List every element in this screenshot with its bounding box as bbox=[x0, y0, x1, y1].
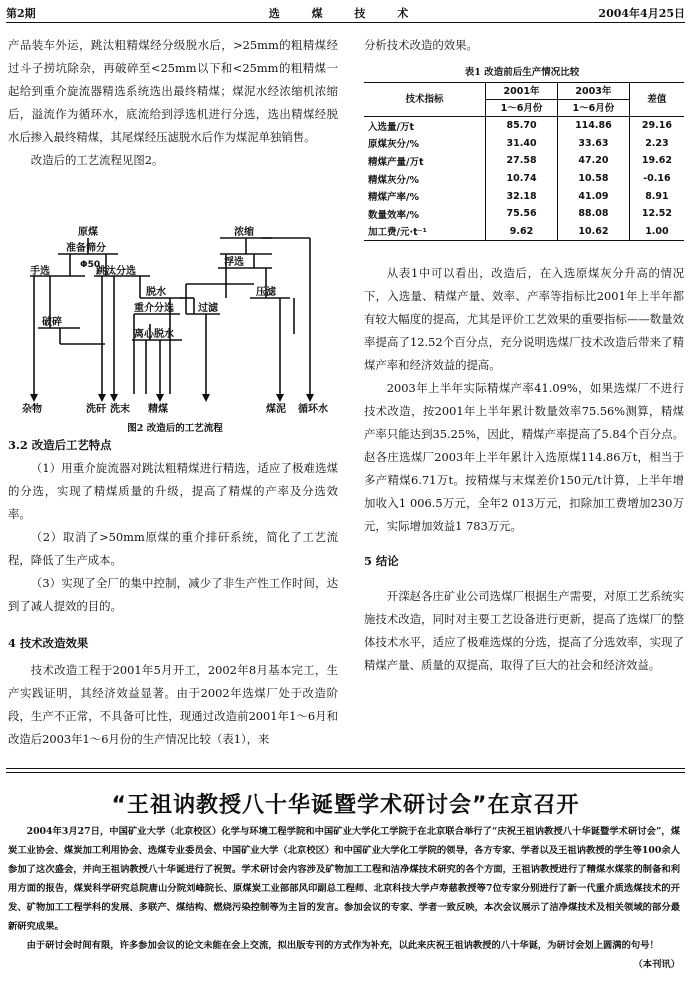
table-row bbox=[364, 117, 684, 135]
news-body bbox=[8, 822, 680, 974]
table-cell: 47.20 bbox=[557, 152, 629, 170]
table-cell: 10.62 bbox=[557, 223, 629, 241]
diagram-node-centrifuge: 离心脱水 bbox=[134, 329, 174, 340]
table-header: 技术指标 bbox=[364, 83, 486, 117]
diagram-output-tailings: 洗矸 bbox=[86, 404, 106, 414]
diagram-output-rejects: 杂物 bbox=[22, 404, 42, 414]
table-cell: 19.62 bbox=[629, 152, 684, 170]
list-item: （2）取消了>50mm原煤的重介排矸系统，简化了工艺流程，降低了生产成本。 bbox=[8, 530, 338, 567]
paragraph: 2003年上半年实际精煤产率41.09%，如果选煤厂不进行技术改造，按2001年上半年累计数量效率75.56%测算，精煤产率只能达到35.25%，因此，精煤产率提高了5.84个百分点。赵各庄选煤厂2003年上半年累计入选原煤114.86万t，相当于多产精煤6.71万t。按精煤与末煤差价150元/t计算，上半年增加收入1 006.5万元，全年2 013万元，扣除加工费增加230万元，实际增加效益1 783万元。 bbox=[364, 381, 684, 533]
table-cell: 10.74 bbox=[486, 170, 558, 188]
news-title: “王祖讷教授八十华诞暨学术研讨会”在京召开 bbox=[111, 793, 580, 818]
table-cell: 1.00 bbox=[629, 223, 684, 241]
left-column-bottom bbox=[8, 434, 338, 751]
right-column-body bbox=[364, 262, 684, 677]
paragraph: 技术改造工程于2001年5月开工，2002年8月基本完工，生产实践证明，其经济效益显著。由于2002年选煤厂处于改造阶段，生产不正常，不具备可比性，现通过改造前2001年1～6月和改造后2003年1～6月份的生产情况比较（表1），来 bbox=[8, 663, 338, 746]
diagram-node-jig: 跳汰分选 bbox=[96, 266, 136, 277]
table-subheader: 1～6月份 bbox=[486, 100, 558, 117]
comparison-table bbox=[364, 82, 684, 241]
news-rule-top-thin bbox=[6, 772, 685, 773]
table-cell: 精煤产率/% bbox=[368, 192, 419, 204]
table-cell: 31.40 bbox=[486, 135, 558, 153]
diagram-node-press-filter: 压滤 bbox=[256, 287, 276, 298]
diagram-node-raw-coal: 原煤 bbox=[78, 227, 98, 238]
diagram-node-filter: 过滤 bbox=[198, 303, 218, 314]
table-row bbox=[364, 223, 684, 241]
table-cell: 精煤产量/万t bbox=[368, 156, 424, 168]
table-cell: 33.63 bbox=[557, 135, 629, 153]
table-caption: 表1 改造前后生产情况比较 bbox=[464, 67, 580, 78]
process-flow-diagram bbox=[10, 224, 340, 414]
diagram-node-heavy-separation: 重介分选 bbox=[134, 303, 174, 314]
news-rule-top bbox=[6, 768, 685, 769]
table-cell: 9.62 bbox=[486, 223, 558, 241]
table-cell: 41.09 bbox=[557, 187, 629, 205]
news-paragraph bbox=[8, 936, 680, 970]
table-cell: 精煤灰分/% bbox=[368, 174, 419, 186]
issue-date: 2004年4月25日 bbox=[598, 7, 685, 20]
table-cell: 12.52 bbox=[629, 205, 684, 223]
table-cell: 数量效率/% bbox=[368, 209, 419, 221]
issue-number: 第2期 bbox=[6, 7, 36, 20]
table-cell: 75.56 bbox=[486, 205, 558, 223]
list-item: （1）用重介旋流器对跳汰粗精煤进行精选，适应了极难选煤的分选，实现了精煤质量的升级，提高了精煤的产率及分选效率。 bbox=[8, 461, 338, 521]
list-item: （3）实现了全厂的集中控制，减少了非生产性工作时间，达到了减人提效的目的。 bbox=[8, 576, 338, 613]
running-header bbox=[6, 4, 685, 20]
table-cell: 10.58 bbox=[557, 170, 629, 188]
journal-name: 选 煤 技 术 bbox=[268, 7, 423, 20]
diagram-output-slime: 煤泥 bbox=[266, 404, 286, 414]
table-row bbox=[364, 170, 684, 188]
diagram-node-crusher: 破碎 bbox=[42, 317, 62, 328]
table-row bbox=[364, 187, 684, 205]
diagram-node-hand-pick: 手选 bbox=[30, 266, 50, 277]
table-subheader: 1～6月份 bbox=[557, 100, 629, 117]
paragraph: 从表1中可以看出，改造后，在入选原煤灰分升高的情况下，入选量、精煤产量、效率、产率等指标比2001年上半年都有较大幅度的提高，尤其是评价工艺效果的重要指标——数量效率提高了12.52个百分点，充分说明选煤厂技术改造后带来了精煤产率和经济效益的提高。 bbox=[364, 266, 684, 372]
paragraph: 开滦赵各庄矿业公司选煤厂根据生产需要，对原工艺系统实施技术改造，同时对主要工艺设备进行更新，提高了选煤厂的整体技术水平，适应了极难选煤的分选，提高了分选效率，实现了精煤产量、质量的双提高，取得了巨大的社会和经济效益。 bbox=[364, 589, 684, 672]
diagram-label-size: Φ50 bbox=[80, 260, 101, 270]
table-cell: 2.23 bbox=[629, 135, 684, 153]
figure-caption: 图2 改造后的工艺流程 bbox=[127, 423, 223, 434]
table-cell: 29.16 bbox=[629, 117, 684, 135]
table-cell: 8.91 bbox=[629, 187, 684, 205]
table-row bbox=[364, 152, 684, 170]
section-heading: 5 结论 bbox=[364, 554, 399, 568]
section-heading: 4 技术改造效果 bbox=[8, 636, 89, 650]
table-cell: 入选量/万t bbox=[368, 121, 415, 133]
table-cell: 32.18 bbox=[486, 187, 558, 205]
table-row bbox=[364, 135, 684, 153]
news-signoff: （本刊讯） bbox=[633, 959, 680, 970]
table-cell: 27.58 bbox=[486, 152, 558, 170]
diagram-output-water: 循环水 bbox=[298, 404, 328, 414]
table-cell: -0.16 bbox=[629, 170, 684, 188]
diagram-node-thickener: 浓缩 bbox=[234, 227, 254, 238]
diagram-node-prep-screen: 准备筛分 bbox=[66, 243, 106, 254]
paragraph: 分析技术改造的效果。 bbox=[364, 38, 478, 52]
diagram-output-clean-coal: 精煤 bbox=[148, 404, 168, 414]
table-cell: 加工费/元·t⁻¹ bbox=[364, 223, 486, 241]
diagram-node-flotation: 浮选 bbox=[224, 257, 244, 268]
diagram-output-middlings: 洗末 bbox=[110, 404, 130, 414]
news-paragraph: 2004年3月27日，中国矿业大学（北京校区）化学与环境工程学院和中国矿业大学化工学院于在北京联合举行了“庆祝王祖讷教授八十华诞暨学术研讨会”，煤炭工业协会、煤炭加工利用协会、选煤专业委员会、中国矿业大学（北京校区）和中国矿业大学化工学院的领导，各方专家、学者以及王祖讷教授的学生等100余人参加了这次盛会，并向王祖讷教授八十华诞进行了祝贺。学术研讨会内容涉及矿物加工工程和洁净煤技术研究的各个方面，王祖讷教授进行了精煤水煤浆的制备和利用方面的报告，煤炭科学研究总院唐山分院刘峰院长、原煤炭工业部部风印副总工程师、北京科技大学卢寿慈教授等7位专家分别进行了新一代重介质选煤技术的开发、矿物加工工程学科的发展、多联产、煤结构、燃烧污染控制等为主旨的发言。参加会议的专家、学者一致反映，本次会议展示了洁净煤技术及相关领域的部分最新研究成果。 bbox=[8, 826, 680, 932]
table-header: 2001年 bbox=[486, 83, 558, 100]
left-column-top bbox=[8, 34, 338, 172]
paragraph: 改造后的工艺流程见图2。 bbox=[30, 153, 164, 167]
right-column-intro bbox=[364, 34, 684, 57]
table-header: 2003年 bbox=[557, 83, 629, 100]
table-cell: 114.86 bbox=[557, 117, 629, 135]
diagram-node-dewater: 脱水 bbox=[146, 287, 166, 298]
table-header: 差值 bbox=[629, 83, 684, 117]
paragraph: 产品装车外运，跳汰粗精煤经分级脱水后，>25mm的粗精煤经过斗子捞坑除杂，再破碎至<25mm以下和<25mm的粗精煤一起给到重介旋流器精选系统选出最终精煤；煤泥水经浓缩机浓缩后，溢流作为循环水，底流给到浮选机进行分选，选出精煤经脱水后掺入最终精煤，其尾煤经压滤脱水后作为煤泥单独销售。 bbox=[8, 38, 338, 144]
section-heading: 3.2 改造后工艺特点 bbox=[8, 438, 112, 452]
header-rule bbox=[6, 22, 685, 23]
news-paragraph-text: 由于研讨会时间有限，许多参加会议的论文未能在会上交流，拟出版专刊的方式作为补充，以此来庆祝王祖讷教授的八十华诞，为研讨会划上圆满的句号！ bbox=[26, 940, 659, 951]
table-cell: 88.08 bbox=[557, 205, 629, 223]
table-cell: 85.70 bbox=[486, 117, 558, 135]
table-cell: 原煤灰分/% bbox=[368, 139, 419, 151]
table-row bbox=[364, 205, 684, 223]
